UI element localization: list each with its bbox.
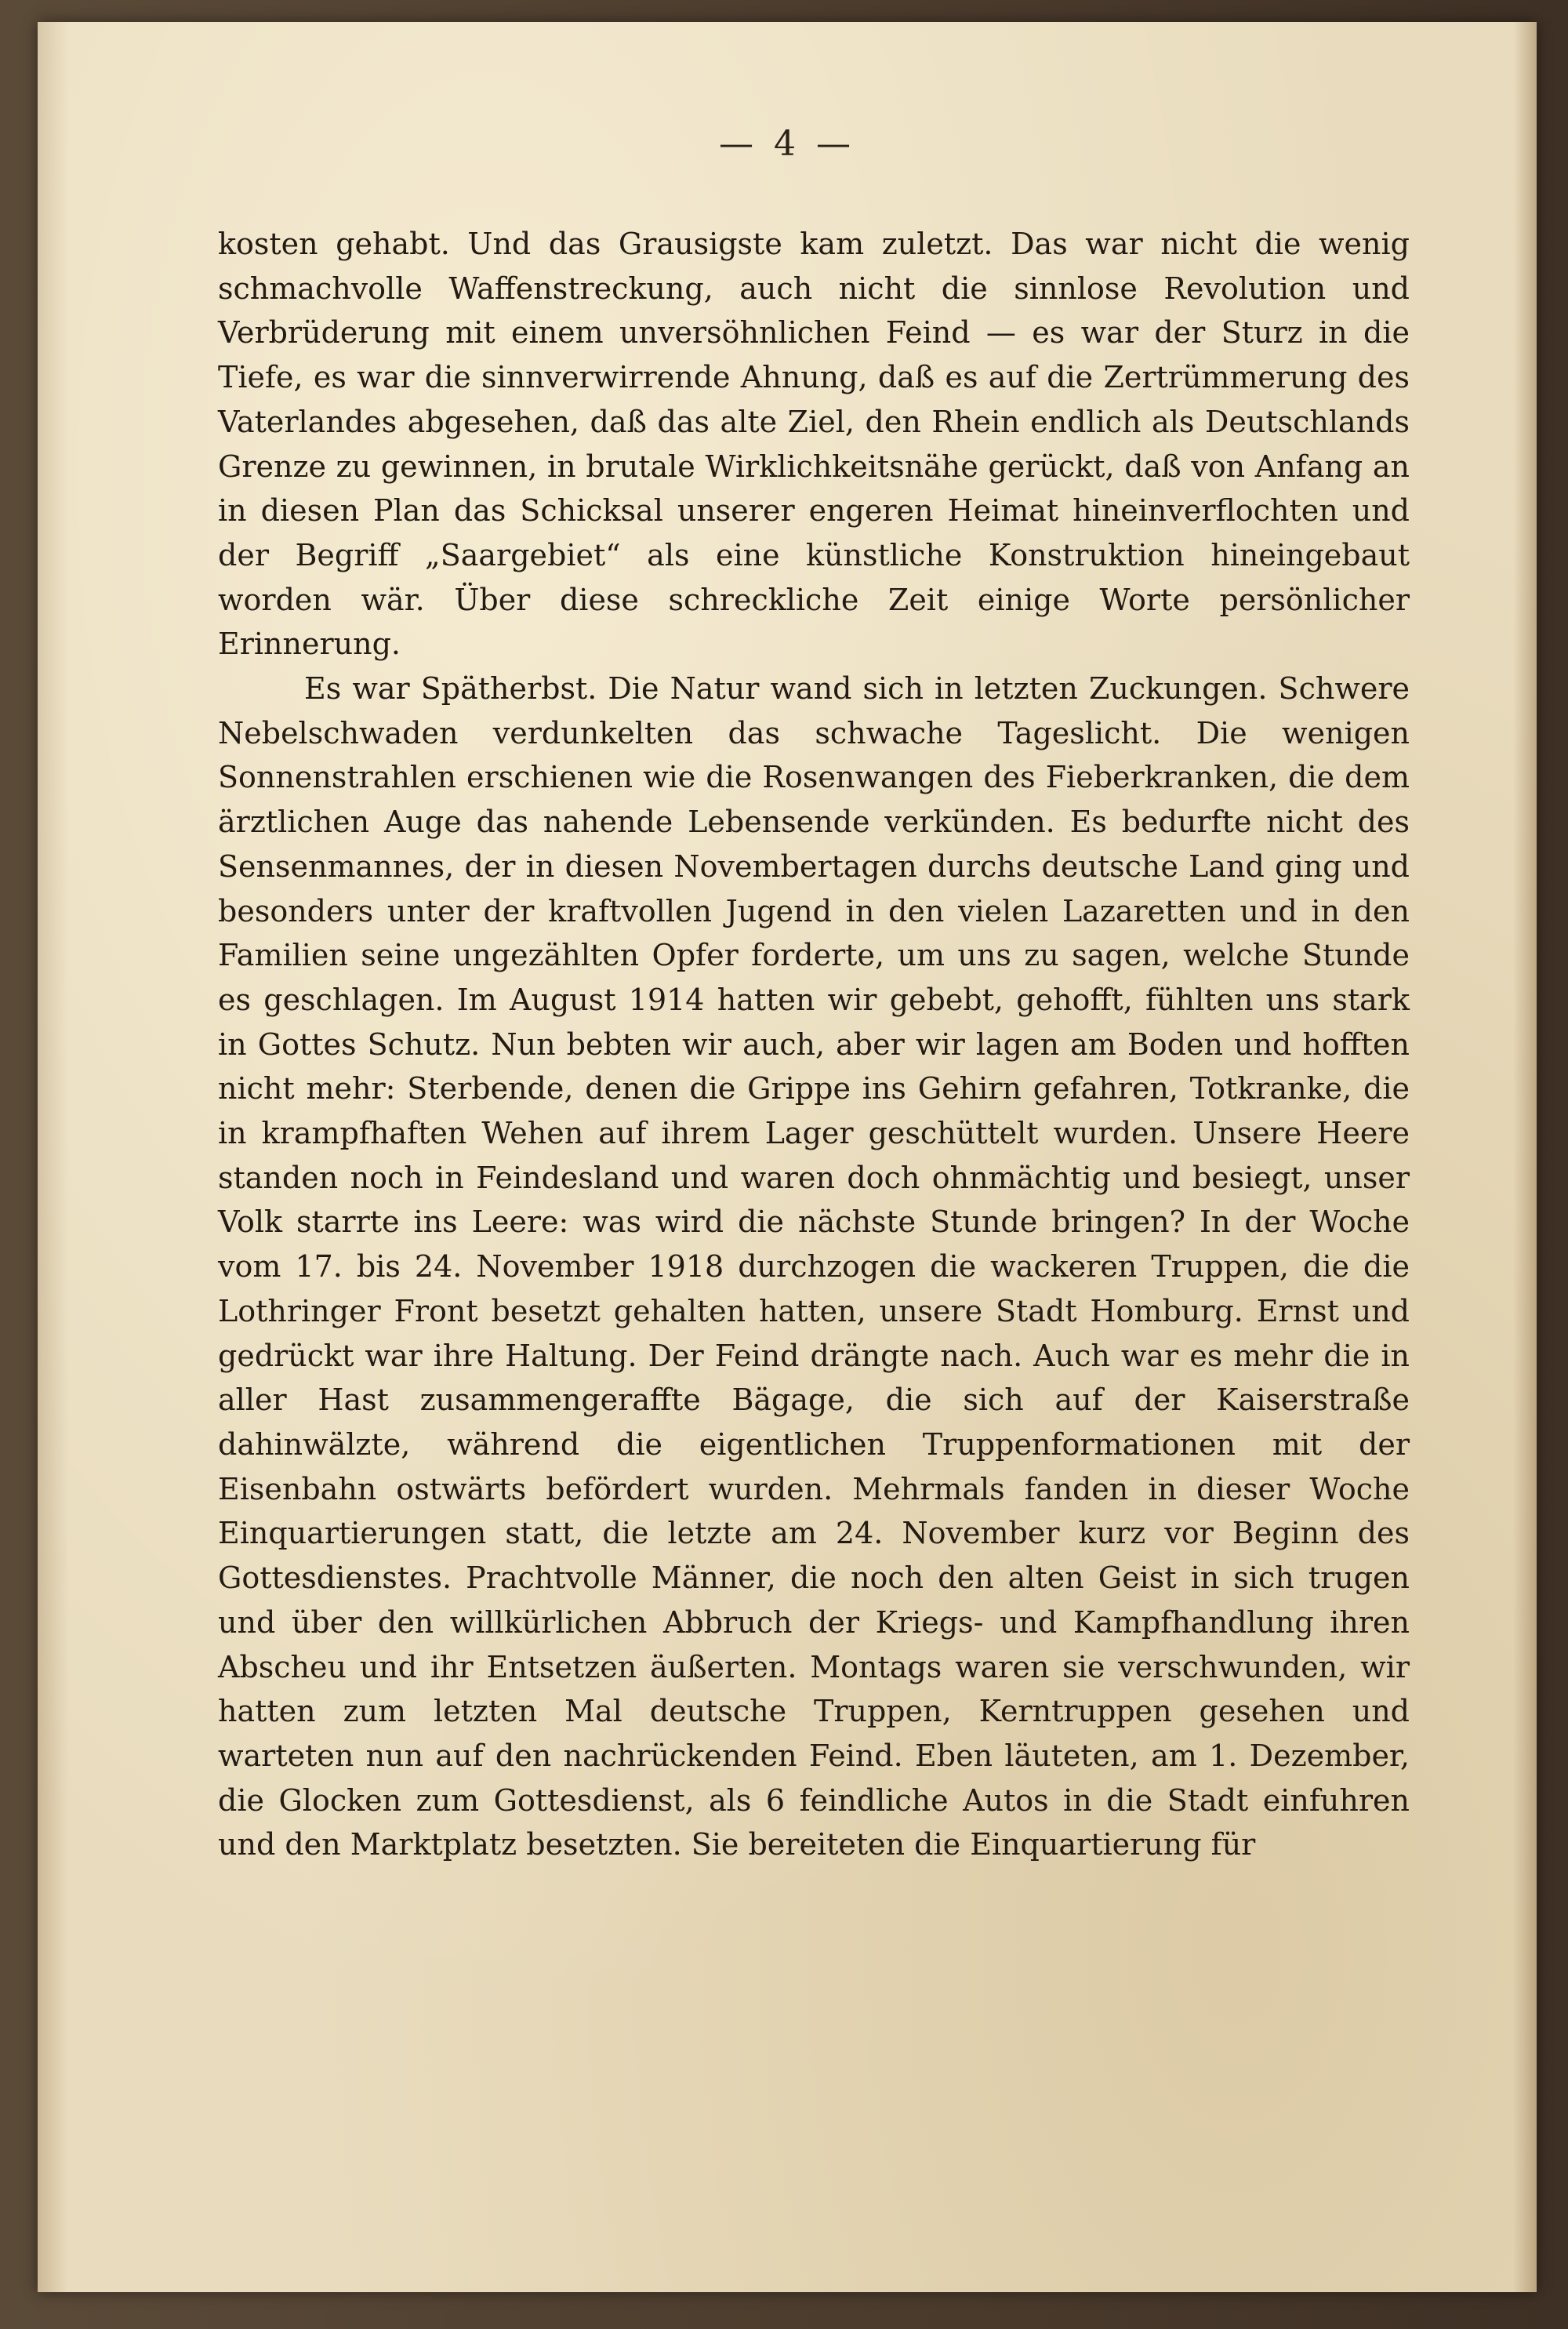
page-edge-shadow — [1513, 22, 1537, 2292]
paragraph-2: Es war Spätherbst. Die Natur wand sich in letzten Zuckungen. Schwere Nebelschwaden verdunkelten das schwache Tageslicht. Die wenigen Sonnenstrahlen erschienen wie die Rosenwangen des Fieberkranken, die dem ärztlichen Auge das nahende Lebensende verkünden. Es bedurfte nicht des Sensenmannes, der in diesen Novembertagen durchs deutsche Land ging und besonders unter der kraftvollen Jugend in den vielen Lazaretten und in den Familien seine ungezählten Opfer forderte, um uns zu sagen, welche Stunde es geschlagen. Im August 1914 hatten wir gebebt, gehofft, fühlten uns stark in Gottes Schutz. Nun bebten wir auch, aber wir lagen am Boden und hofften nicht mehr: Sterbende, denen die Grippe ins Gehirn gefahren, Totkranke, die in krampfhaften Wehen auf ihrem Lager geschüttelt wurden. Unsere Heere standen noch in Feindesland und waren doch ohnmächtig und besiegt, unser Volk starrte ins Leere: was wird die nächste Stunde bringen? In der Woche vom 17. bis 24. November 1918 durchzogen die wackeren Truppen, die die Lothringer Front besetzt gehalten hatten, unsere Stadt Homburg. Ernst und gedrückt war ihre Haltung. Der Feind drängte nach. Auch war es mehr die in aller Hast zusammengeraffte Bägage, die sich auf der Kaiserstraße dahinwälzte, während die eigentlichen Truppenformationen mit der Eisenbahn ostwärts befördert wurden. Mehrmals fanden in dieser Woche Einquartierungen statt, die letzte am 24. November kurz vor Beginn des Gottesdienstes. Prachtvolle Männer, die noch den alten Geist in sich trugen und über den willkürlichen Abbruch der Kriegs- und Kampfhandlung ihren Abscheu und ihr Entsetzen äußerten. Montags waren sie verschwunden, wir hatten zum letzten Mal deutsche Truppen, Kerntruppen gesehen und warteten nun auf den nachrückenden Feind. Eben läuteten, am 1. Dezember, die Glocken zum Gottesdienst, als 6 feindliche Autos in die Stadt einfuhren und den Marktplatz besetzten. Sie bereiteten die Einquartierung für — [218, 671, 1410, 1862]
body-text — [218, 222, 1410, 1867]
paragraph-1: kosten gehabt. Und das Grausigste kam zuletzt. Das war nicht die wenig schmachvolle Waffenstreckung, auch nicht die sinnlose Revolution und Verbrüderung mit einem unversöhnlichen Feind — es war der Sturz in die Tiefe, es war die sinnverwirrende Ahnung, daß es auf die Zertrümmerung des Vaterlandes abgesehen, daß das alte Ziel, den Rhein endlich als Deutschlands Grenze zu gewinnen, in brutale Wirklichkeitsnähe gerückt, daß von Anfang an in diesen Plan das Schicksal unserer engeren Heimat hineinverflochten und der Begriff „Saargebiet“ als eine künstliche Konstruktion hineingebaut worden wär. Über diese schreckliche Zeit einige Worte persönlicher Erinnerung. — [218, 227, 1410, 662]
page-number: — 4 — — [719, 124, 855, 164]
book-page — [38, 22, 1537, 2292]
